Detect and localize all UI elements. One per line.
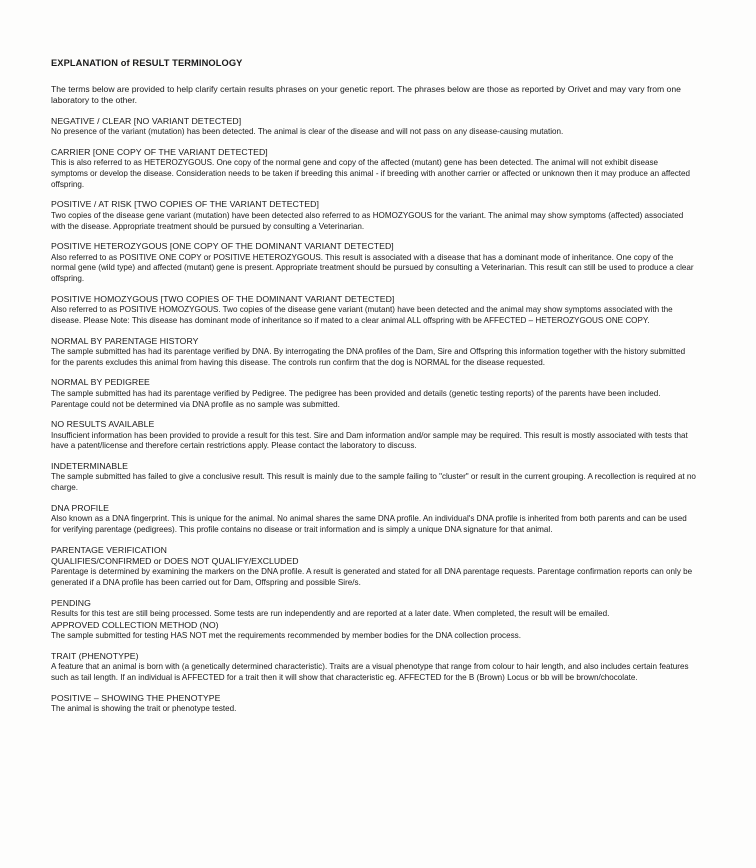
- section-heading: PENDING: [51, 597, 91, 608]
- section-normal-by-pedigree: [51, 377, 696, 410]
- section-trait: [51, 651, 696, 684]
- section-positive-heterozygous: [51, 241, 696, 285]
- section-positive-at-risk: [51, 199, 696, 232]
- section-indeterminable: [51, 461, 696, 494]
- section-subheading: APPROVED COLLECTION METHOD (NO): [51, 619, 219, 630]
- section-normal-by-parentage: [51, 336, 696, 369]
- section-heading: PARENTAGE VERIFICATION: [51, 544, 167, 555]
- section-heading: DNA PROFILE: [51, 502, 109, 513]
- section-heading: NORMAL BY PEDIGREE: [51, 377, 150, 388]
- section-pending: [51, 598, 696, 642]
- intro-paragraph: The terms below are provided to help clarify certain results phrases on your genetic report. The phrases below are those as reported by Orivet and may vary from one laboratory to the other.: [51, 84, 681, 106]
- section-body: The animal is showing the trait or phenotype tested.: [51, 704, 237, 714]
- section-body: Parentage is determined by examining the markers on the DNA profile. A result is generated and stated for all DNA parentage requests. Parentage confirmation reports can only be generated if a DNA profile has been carried out for Dam, Offspring and possible Sire/s.: [51, 567, 693, 588]
- section-subbody: The sample submitted for testing HAS NOT met the requirements recommended by member bodies for the DNA collection process.: [51, 631, 521, 641]
- section-body: Results for this test are still being processed. Some tests are run independently and are reported at a later date. When completed, the result will be emailed.: [51, 609, 610, 619]
- section-heading: NEGATIVE / CLEAR [NO VARIANT DETECTED]: [51, 115, 242, 126]
- section-heading: NORMAL BY PARENTAGE HISTORY: [51, 335, 199, 346]
- section-heading: INDETERMINABLE: [51, 461, 128, 472]
- section-negative: [51, 116, 696, 138]
- document-content: [51, 57, 696, 715]
- section-body: Also referred to as POSITIVE ONE COPY or POSITIVE HETEROZYGOUS. This result is associated with a disease that has a dominant mode of inheritance. One copy of the normal gene (wild type) and affected (mutant) gene is present. Appropriate treatment should be pursued by consulting a Veterinarian. This result can still be used to produce a clear offspring.: [51, 252, 694, 284]
- section-parentage-verification: [51, 545, 696, 589]
- section-subheading: QUALIFIES/CONFIRMED or DOES NOT QUALIFY/EXCLUDED: [51, 556, 299, 567]
- section-body: Also known as a DNA fingerprint. This is unique for the animal. No animal shares the same DNA profile. An individual's DNA profile is inherited from both parents and can be used for verifying parentage (pedigrees). This profile contains no disease or trait information and is simply a unique DNA signature for that animal.: [51, 514, 687, 534]
- section-body: The sample submitted has had its parentage verified by DNA. By interrogating the DNA profiles of the Dam, Sire and Offspring this information together with the history submitted for the parents excludes this animal from having this disease. The controls run confirm that the dog is NORMAL for the disease requested.: [51, 346, 686, 367]
- section-heading: CARRIER [ONE COPY OF THE VARIANT DETECTED]: [51, 146, 268, 157]
- section-body: Two copies of the disease gene variant (mutation) have been detected also referred to as HOMOZYGOUS for the variant. The animal may show symptoms (affected) associated with the disease. Appropriate treatment should be pursued by consulting a Veterinarian.: [51, 210, 684, 231]
- document-title: EXPLANATION of RESULT TERMINOLOGY: [51, 58, 243, 68]
- section-dna-profile: [51, 503, 696, 536]
- section-body: Also referred to as POSITIVE HOMOZYGOUS. Two copies of the disease gene variant (mutant) have been detected and the animal may show symptoms associated with the disease. Please Note: This disease has dominant mode of inheritance so if mated to a clear animal ALL offspring with be AFFECTED – HETEROZYGOUS ONE COPY.: [51, 305, 673, 325]
- section-heading: POSITIVE HETEROZYGOUS [ONE COPY OF THE DOMINANT VARIANT DETECTED]: [51, 241, 394, 252]
- section-body: Insufficient information has been provided to provide a result for this test. Sire and Dam information and/or sample may be required. This result is mostly associated with tests that have a patent/license and therefore certain restrictions apply. Please contact the laboratory to discuss.: [51, 430, 688, 451]
- section-heading: POSITIVE HOMOZYGOUS [TWO COPIES OF THE DOMINANT VARIANT DETECTED]: [51, 293, 395, 304]
- section-heading: POSITIVE – SHOWING THE PHENOTYPE: [51, 692, 221, 703]
- section-heading: NO RESULTS AVAILABLE: [51, 419, 155, 430]
- section-heading: POSITIVE / AT RISK [TWO COPIES OF THE VARIANT DETECTED]: [51, 199, 319, 210]
- section-body: No presence of the variant (mutation) has been detected. The animal is clear of the disease and will not pass on any disease-causing mutation.: [51, 127, 564, 137]
- section-carrier: [51, 147, 696, 191]
- section-body: A feature that an animal is born with (a genetically determined characteristic). Traits are a visual phenotype that range from colour to hair length, and also includes certain features such as tail length. If an individual is AFFECTED for a trait then it will show that characteristic eg. AFFECTED for the B (Brown) Locus or bb will be brown/chocolate.: [51, 662, 689, 683]
- section-body: The sample submitted has had its parentage verified by Pedigree. The pedigree has been provided and details (genetic testing reports) of the parents have been included. Parentage could not be determined via DNA profile as no sample was submitted.: [51, 388, 661, 409]
- section-showing-phenotype: [51, 693, 696, 715]
- section-positive-homozygous: [51, 294, 696, 327]
- section-no-results: [51, 419, 696, 452]
- section-heading: TRAIT (PHENOTYPE): [51, 651, 139, 662]
- section-body: This is also referred to as HETEROZYGOUS. One copy of the normal gene and copy of the affected (mutant) gene has been detected. The animal will not exhibit disease symptoms or develop the disease. Consideration needs to be taken if breeding this animal - if breeding with another carrier or affected or unknown then it may produce an affected offspring.: [51, 158, 691, 189]
- section-body: The sample submitted has failed to give a conclusive result. This result is mainly due to the sample failing to "cluster" or result in the current grouping. A recollection is required at no charge.: [51, 472, 696, 493]
